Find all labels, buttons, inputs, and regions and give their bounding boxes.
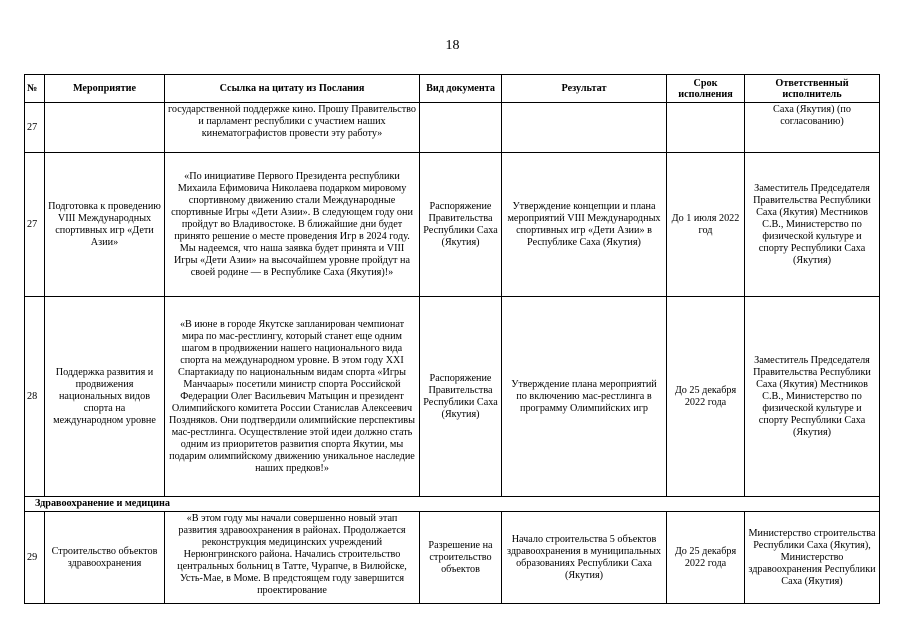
row-deadline [667,103,745,153]
row-event: Поддержка развития и продвижения национальных видов спорта на международном уровне [45,297,165,497]
row-result: Утверждение концепции и плана мероприятий VIII Международных спортивных игр «Дети Азии» в Республике Саха (Якутия) [502,153,667,297]
row-num: 27 [25,103,45,153]
row-event: Строительство объектов здравоохранения [45,512,165,604]
table-header-row [25,75,880,103]
header-responsible: Ответственный исполнитель [745,75,880,103]
row-num: 29 [25,512,45,604]
row-result: Начало строительства 5 объектов здравоохранения в муниципальных образованиях Республики Саха (Якутия) [502,512,667,604]
row-result [502,103,667,153]
row-responsible: Министерство строительства Республики Саха (Якутия), Министерство здравоохранения Республики Саха (Якутия) [745,512,880,604]
header-deadline: Срок исполнения [667,75,745,103]
row-result: Утверждение плана мероприятий по включению мас-рестлинга в программу Олимпийских игр [502,297,667,497]
table-row [25,103,880,153]
row-quote: государственной поддержке кино. Прошу Правительство и парламент республики с участием наших кинематографистов провести эту работу» [165,103,420,153]
header-num: № [25,75,45,103]
section-title: Здравоохранение и медицина [25,497,880,512]
row-num: 28 [25,297,45,497]
header-result: Результат [502,75,667,103]
row-deadline: До 25 декабря 2022 года [667,512,745,604]
row-quote: «В этом году мы начали совершенно новый этап развития здравоохранения в районах. Продолжается реконструкция медицинских учреждений Нерюнгринского района. Начались строительство центральных больниц в Татте, Чурапче, в Вилюйске, Усть-Мае, в Моме. В предстоящем году завершится проектирование [165,512,420,604]
row-doc-type: Распоряжение Правительства Республики Саха (Якутия) [420,153,502,297]
row-doc-type [420,103,502,153]
row-doc-type: Разрешение на строительство объектов [420,512,502,604]
header-doc-type: Вид документа [420,75,502,103]
page-number: 18 [445,38,460,53]
section-row [25,497,880,512]
row-deadline: До 1 июля 2022 год [667,153,745,297]
row-quote: «По инициативе Первого Президента республики Михаила Ефимовича Николаева подарком мировому спортивному движению стали Международные спортивные Игры «Дети Азии». В следующем году они пройдут во Владивостоке. В ближайшие дни будет принято решение о месте проведения Игр в 2024 году. Мы надеемся, что наша заявка будет принята и VIII Игры «Дети Азии» на высочайшем уровне пройдут на своей родине — в Республике Саха (Якутия)!» [165,153,420,297]
table-row [25,297,880,497]
row-quote: «В июне в городе Якутске запланирован чемпионат мира по мас-рестлингу, который станет еще одним шагом в продвижении нашего национального вида спорта на международном уровне. В этом году XXI Спартакиаду по национальным видам спорта «Игры Манчаары» посетили министр спорта Российской Федерации Олег Васильевич Матыцин и президент Олимпийского комитета России Станислав Алексеевич Поздняков. Они подтвердили олимпийские перспективы мас-рестлинга. Осуществление этой идеи должно стать одним из приоритетов развития спорта Якутии, мы подарим олимпийскому движению уникальное наследие наших предков!» [165,297,420,497]
header-quote: Ссылка на цитату из Послания [165,75,420,103]
row-responsible: Заместитель Председателя Правительства Республики Саха (Якутия) Местников С.В., Министерство по физической культуре и спорту Республики Саха (Якутия) [745,297,880,497]
row-num: 27 [25,153,45,297]
header-event: Мероприятие [45,75,165,103]
row-responsible: Заместитель Председателя Правительства Республики Саха (Якутия) Местников С.В., Министерство по физической культуре и спорту Республики Саха (Якутия) [745,153,880,297]
action-plan-table [24,74,880,604]
row-deadline: До 25 декабря 2022 года [667,297,745,497]
table-row [25,512,880,604]
row-event: Подготовка к проведению VIII Международных спортивных игр «Дети Азии» [45,153,165,297]
row-responsible: Саха (Якутия) (по согласованию) [745,103,880,153]
table-row [25,153,880,297]
row-event [45,103,165,153]
row-doc-type: Распоряжение Правительства Республики Саха (Якутия) [420,297,502,497]
